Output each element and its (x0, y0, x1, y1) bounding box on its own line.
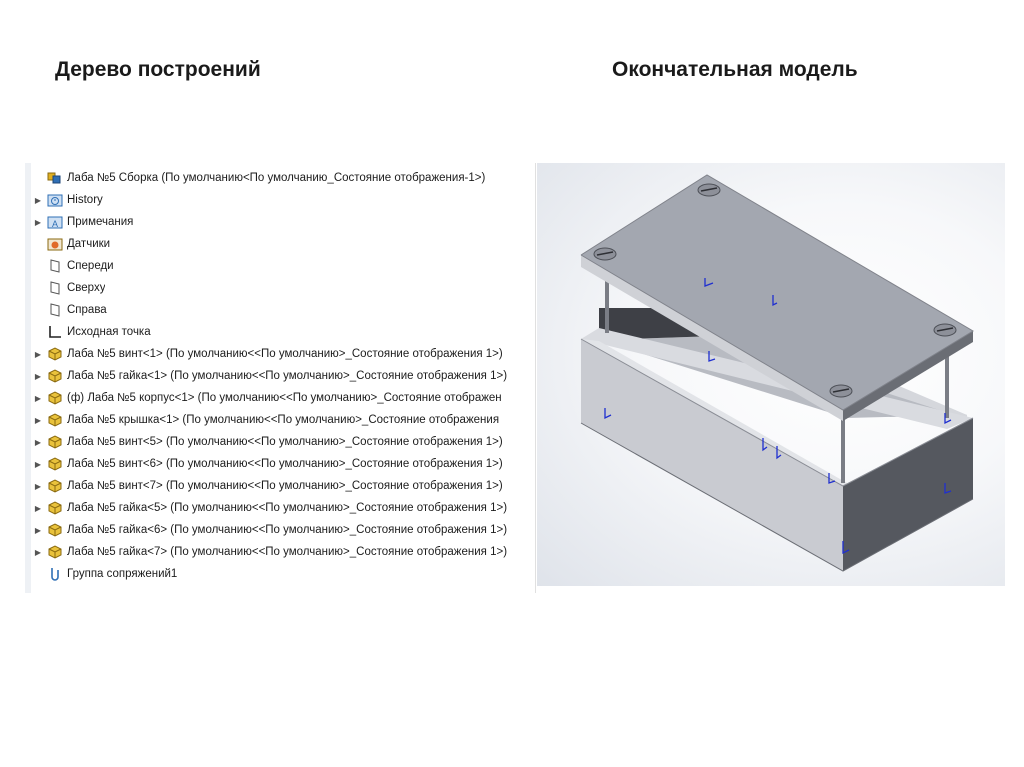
enclosure-model (537, 163, 1005, 586)
tree-item-label: Лаба №5 Сборка (По умолчанию<По умолчанию_Состояние отображения-1>) (67, 172, 486, 184)
tree-item[interactable] (25, 431, 535, 453)
tree-item[interactable] (25, 387, 535, 409)
tree-item-label: History (67, 194, 103, 206)
tree-item-label: Лаба №5 крышка<1> (По умолчанию<<По умолчанию>_Состояние отображения (67, 414, 500, 426)
expand-caret-icon[interactable]: ▶ (34, 195, 42, 205)
expand-caret-icon[interactable]: ▶ (34, 459, 42, 469)
expand-caret-icon[interactable]: ▶ (34, 481, 42, 491)
tree-item[interactable] (25, 519, 535, 541)
tree-item-label: Лаба №5 гайка<5> (По умолчанию<<По умолчанию>_Состояние отображения 1>) (67, 502, 508, 514)
tree-item[interactable] (25, 167, 535, 189)
tree-item[interactable] (25, 365, 535, 387)
part-icon (47, 390, 63, 406)
tree-item-label: Справа (67, 304, 107, 316)
tree-item[interactable] (25, 497, 535, 519)
expand-caret-icon[interactable]: ▶ (34, 371, 42, 381)
annotations-folder-icon (47, 214, 63, 230)
mates-icon (47, 566, 63, 582)
tree-item[interactable] (25, 233, 535, 255)
tree-item[interactable] (25, 475, 535, 497)
tree-item[interactable] (25, 277, 535, 299)
part-icon (47, 412, 63, 428)
tree-item[interactable] (25, 541, 535, 563)
tree-item-label: Лаба №5 винт<7> (По умолчанию<<По умолчанию>_Состояние отображения 1>) (67, 480, 503, 492)
assembly-icon (47, 170, 63, 186)
tree-item[interactable] (25, 255, 535, 277)
feature-tree-panel (25, 163, 536, 593)
expand-caret-icon[interactable]: ▶ (34, 547, 42, 557)
tree-item[interactable] (25, 321, 535, 343)
expand-caret-icon[interactable]: ▶ (34, 393, 42, 403)
tree-item-label: Группа сопряжений1 (67, 568, 178, 580)
model-viewport[interactable] (537, 163, 1005, 586)
svg-text:A: A (52, 219, 59, 229)
part-icon (47, 434, 63, 450)
tree-item[interactable] (25, 343, 535, 365)
expand-caret-icon[interactable]: ▶ (34, 415, 42, 425)
expand-caret-icon[interactable]: ▶ (34, 217, 42, 227)
expand-caret-icon[interactable]: ▶ (34, 437, 42, 447)
tree-item[interactable] (25, 189, 535, 211)
plane-icon (47, 302, 63, 318)
tree-item-label: Примечания (67, 216, 134, 228)
sensors-folder-icon (47, 236, 63, 252)
tree-item-label: Лаба №5 гайка<1> (По умолчанию<<По умолчанию>_Состояние отображения 1>) (67, 370, 508, 382)
part-icon (47, 544, 63, 560)
tree-item-label: Лаба №5 гайка<7> (По умолчанию<<По умолчанию>_Состояние отображения 1>) (67, 546, 508, 558)
history-folder-icon (47, 192, 63, 208)
feature-tree-heading: Дерево построений (55, 58, 261, 81)
part-icon (47, 500, 63, 516)
part-icon (47, 346, 63, 362)
part-icon (47, 478, 63, 494)
tree-item-label: Лаба №5 винт<1> (По умолчанию<<По умолчанию>_Состояние отображения 1>) (67, 348, 503, 360)
tree-item-label: (ф) Лаба №5 корпус<1> (По умолчанию<<По умолчанию>_Состояние отображен (67, 392, 502, 404)
part-icon (47, 522, 63, 538)
expand-caret-icon[interactable]: ▶ (34, 525, 42, 535)
tree-item-label: Лаба №5 винт<6> (По умолчанию<<По умолчанию>_Состояние отображения 1>) (67, 458, 503, 470)
tree-item[interactable] (25, 409, 535, 431)
tree-item[interactable] (25, 563, 535, 585)
tree-item-label: Лаба №5 гайка<6> (По умолчанию<<По умолчанию>_Состояние отображения 1>) (67, 524, 508, 536)
tree-item-label: Сверху (67, 282, 106, 294)
tree-item[interactable] (25, 453, 535, 475)
plane-icon (47, 258, 63, 274)
tree-item-label: Исходная точка (67, 326, 151, 338)
final-model-heading: Окончательная модель (612, 58, 858, 81)
tree-item-label: Датчики (67, 238, 111, 250)
part-icon (47, 368, 63, 384)
plane-icon (47, 280, 63, 296)
tree-item-label: Лаба №5 винт<5> (По умолчанию<<По умолчанию>_Состояние отображения 1>) (67, 436, 503, 448)
expand-caret-icon[interactable]: ▶ (34, 349, 42, 359)
tree-item-label: Спереди (67, 260, 114, 272)
part-icon (47, 456, 63, 472)
tree-item[interactable] (25, 299, 535, 321)
tree-item[interactable] (25, 211, 535, 233)
origin-icon (47, 324, 63, 340)
expand-caret-icon[interactable]: ▶ (34, 503, 42, 513)
